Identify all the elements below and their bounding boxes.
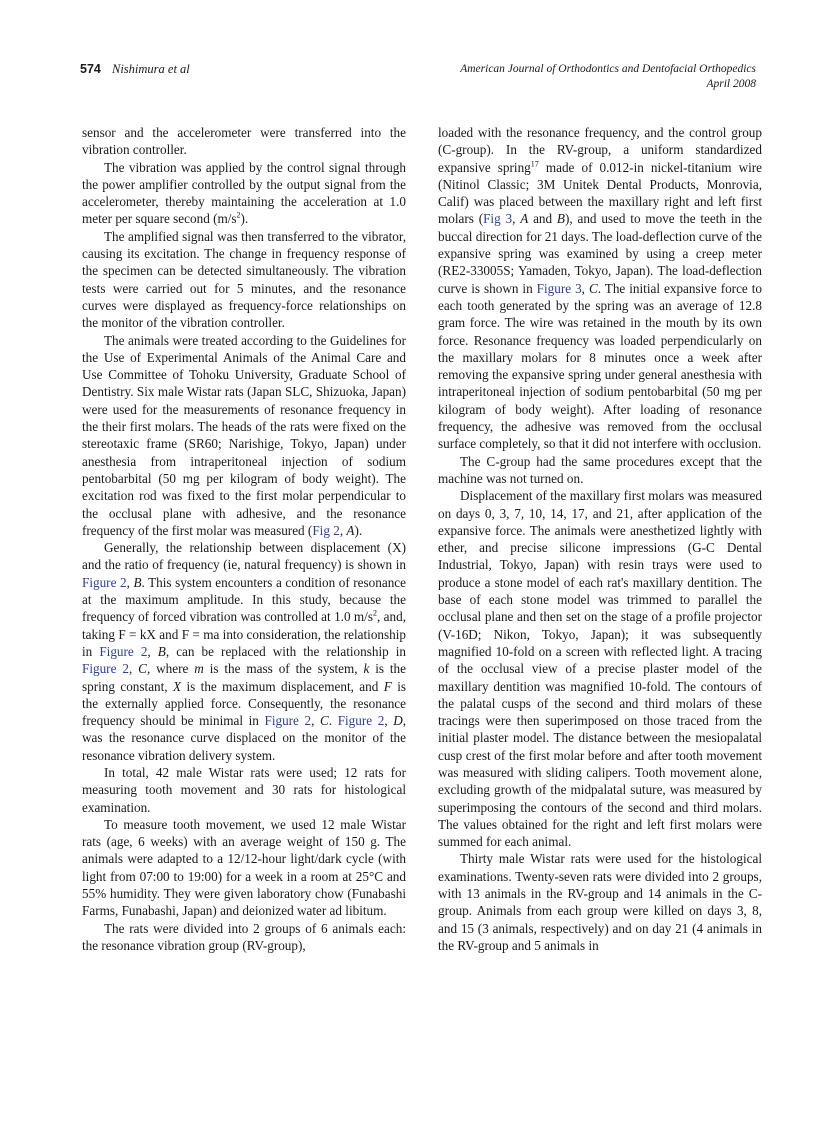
issue-date: April 2008 [706, 78, 756, 90]
figure-link[interactable]: Figure 2 [337, 713, 385, 729]
figure-link[interactable]: Fig 2 [312, 522, 340, 538]
figure-link[interactable]: Fig 3 [483, 211, 513, 227]
left-column [82, 124, 406, 954]
paragraph: The rats were divided into 2 groups of 6 animals each: the resonance vibration group (RV-group), [82, 920, 406, 953]
figure-link[interactable]: Figure 3 [536, 280, 582, 296]
right-column [438, 124, 762, 954]
paragraph: loaded with the resonance frequency, and the control group (C-group). In the RV-group, a uniform standardized expansive spring$^{17}$ made of 0.012-in nickel-titanium wire (Nitinol Classic; 3M Unitek Dental Products, Monrovia, Calif) was placed between the maxillary right and left first molars (Fig 3, A and B), and used to move the teeth in the buccal direction for 21 days. The load-deflection curve of the expansive spring was examined by using a creep meter (RE2-33005S; Yamaden, Tokyo, Japan). The load-deflection curve is shown in Figure 3, C. The initial expansive force to each tooth generated by the spring was an average of 12.8 gram force. The wire was retained in the mouth by its own force. Resonance frequency was loaded perpendicularly on the maxillary molars for 8 minutes once a week after removing the expansive spring under general anesthesia with intraperitoneal injection of sodium pentobarbital (50 mg per kilogram of body weight). After loading of resonance frequency, the adhesive was removed from the occlusal surface completely, so that it did not interfere with occlusion. [438, 125, 763, 452]
paragraph: The vibration was applied by the control signal through the power amplifier controlled by the output signal from the accelerometer, thereby maintaining the acceleration at 1.0 meter per square second $(m/s^2)$. [82, 159, 406, 227]
page-number: 574 [80, 62, 101, 76]
journal-info [460, 62, 756, 92]
paragraph: Displacement of the maxillary first molars was measured on days 0, 3, 7, 10, 14, 17, and 21, after application of the expansive force. The animals were anesthetized lightly with ether, and precise silicone impressions (G-C Dental Industrial, Tokyo, Japan) with resin trays were used to produce a stone model of each rat's maxillary dentition. The base of each stone model was trimmed to parallel the occlusal plane and then set on the stage of a profile projector (V-16D; Nikon, Tokyo, Japan); it was subsequently magnified 10-fold on a screen with reflected light. A tracing of the occlusal view of a precise plaster model of the maxillary dentition was magnified 10-fold. The contours of the palatal cusps of the second and third molars of these tracings were then superimposed on those traced from the initial plaster model. The distance between the mesiopalatal cusp crest of the first molar before and after tooth movement was measured with sliding calipers. Tooth movement alone, excluding growth of the midpalatal suture, was measured by superimposing the contours of the second and third molars. The values obtained for the right and left first molars were summed for each animal. [438, 488, 762, 850]
paragraph: The amplified signal was then transferred to the vibrator, causing its excitation. The change in frequency response of the specimen can be detected simultaneously. The vibration tests were carried out for 5 minutes, and the resonance curves were displayed as frequency-force relationships on the monitor of the vibration controller. [82, 228, 406, 331]
citation-ref: 17 [530, 159, 539, 169]
running-header [80, 62, 756, 102]
paragraph: To measure tooth movement, we used 12 male Wistar rats (age, 6 weeks) with an average weight of 150 g. The animals were adapted to a 12/12-hour light/dark cycle (with light from 07:00 to 19:00) for a week in a room at 25°C and 55% humidity. They were given laboratory chow (Funabashi Farms, Funabashi, Japan) and deionized water ad libitum. [82, 816, 406, 919]
paragraph: The animals were treated according to the Guidelines for the Use of Experimental Animals of the Animal Care and Use Committee of Tohoku University, Graduate School of Dentistry. Six male Wistar rats (Japan SLC, Shizuoka, Japan) were used for the measurements of resonance frequency in the their first molars. The heads of the rats were fixed on the stereotaxic frame (SR60; Narishige, Tokyo, Japan) under anesthesia from intraperitoneal injection of sodium pentobarbital (50 mg per kilogram of body weight). The excitation rod was fixed to the first molar perpendicular to the occlusal plane with adhesive, and the resonance frequency of the first molar was measured (Fig 2, A). [82, 332, 406, 538]
figure-link[interactable]: Figure 2 [99, 643, 148, 659]
paragraph: Generally, the relationship between displacement (X) and the ratio of frequency (ie, natural frequency) is shown in Figure 2, B. This system encounters a condition of resonance at the maximum amplitude. In this study, because the frequency of forced vibration was controlled at 1.0 $m/s^2$, and, taking F = kX and F = ma into consideration, the relationship in Figure 2, B, can be replaced with the relationship in Figure 2, C, where m is the mass of the system, k is the spring constant, X is the maximum displacement, and F is the externally applied force. Consequently, the resonance frequency should be minimal in Figure 2, C. Figure 2, D, was the resonance curve displaced on the monitor of the resonance vibration delivery system. [82, 540, 407, 763]
figure-link[interactable]: Figure 2 [82, 574, 127, 590]
figure-link[interactable]: Figure 2 [264, 713, 312, 729]
paragraph: The C-group had the same procedures except that the machine was not turned on. [438, 453, 762, 486]
paragraph: sensor and the accelerometer were transferred into the vibration controller. [82, 125, 406, 158]
paragraph: In total, 42 male Wistar rats were used; 12 rats for measuring tooth movement and 30 rats for histological examination. [82, 764, 406, 815]
paragraph: Thirty male Wistar rats were used for the histological examinations. Twenty-seven rats were divided into 2 groups, with 13 animals in the RV-group and 14 animals in the C-group. Animals from each group were killed on days 3, 8, and 15 (3 animals, respectively) and on day 21 (4 animals in the RV-group and 5 animals in [438, 851, 762, 953]
running-authors: Nishimura et al [112, 62, 190, 76]
journal-title: American Journal of Orthodontics and Dentofacial Orthopedics [460, 63, 756, 75]
figure-link[interactable]: Figure 2 [82, 661, 129, 677]
